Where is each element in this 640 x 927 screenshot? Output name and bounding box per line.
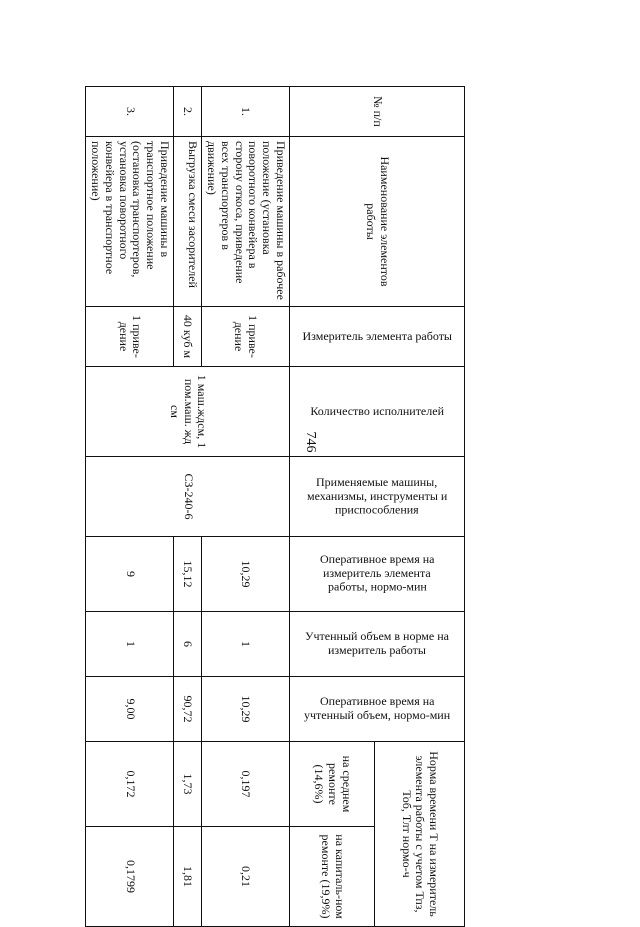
performers-cell: 1 маш.ждсм, 1 пом.маш. жд см: [86, 367, 290, 457]
page-number: 746: [303, 431, 318, 453]
row-norm-medium: 0,172: [86, 742, 174, 827]
header-name: Наименование элементов работы: [290, 137, 465, 307]
row-op-time-volume: 10,29: [202, 677, 290, 742]
table-row: [202, 87, 290, 927]
header-accounted-volume: Учтенный объем в норме на измеритель работы: [290, 612, 465, 677]
row-name: Приведение машины в транспортное положение (остановка транспортеров, установка поворотного конвейера в транспортное положение): [86, 137, 174, 307]
header-performers: Количество исполнителей: [290, 367, 465, 457]
header-row-1: [375, 87, 465, 927]
row-norm-capital: 0,1799: [86, 827, 174, 927]
machines-cell: СЗ-240-6: [86, 457, 290, 537]
row-num: 2.: [174, 87, 202, 137]
row-norm-capital: 1,81: [174, 827, 202, 927]
row-num: 3.: [86, 87, 174, 137]
row-op-time-volume: 90,72: [174, 677, 202, 742]
row-accounted-volume: 6: [174, 612, 202, 677]
row-op-time: 9: [86, 537, 174, 612]
row-meter: 40 куб м: [174, 307, 202, 367]
row-norm-medium: 0,197: [202, 742, 290, 827]
row-norm-medium: 1,73: [174, 742, 202, 827]
row-num: 1.: [202, 87, 290, 137]
header-norm-capital: на капиталь-ном ремонте (19,9%): [290, 827, 375, 927]
rotated-table-container: [89, 86, 465, 919]
header-op-time-volume: Оперативное время на учтенный объем, нормо-мин: [290, 677, 465, 742]
row-accounted-volume: 1: [86, 612, 174, 677]
header-machines: Применяемые машины, механизмы, инструменты и приспособления: [290, 457, 465, 537]
header-norm-medium: на среднем ремонте (14,6%): [290, 742, 375, 827]
header-op-time: Оперативное время на измеритель элемента работы, нормо-мин: [290, 537, 465, 612]
row-op-time-volume: 9,00: [86, 677, 174, 742]
row-meter: 1 приве-дение: [202, 307, 290, 367]
row-name: Приведение машины в рабочее положение (установка поворотного конвейера в сторону откоса, приведение всех транспортеров в движение): [202, 137, 290, 307]
row-meter: 1 приве-дение: [86, 307, 174, 367]
header-norm-time: Норма времени Т на измеритель элемента работы с учетом Тпз, Тоб, Тлт нормо-ч: [375, 742, 465, 927]
header-num: № п/п: [290, 87, 465, 137]
row-op-time: 15,12: [174, 537, 202, 612]
header-meter: Измеритель элемента работы: [290, 307, 465, 367]
row-name: Выгрузка смеси засорителей: [174, 137, 202, 307]
row-norm-capital: 0,21: [202, 827, 290, 927]
row-op-time: 10,29: [202, 537, 290, 612]
norm-table: [85, 86, 465, 927]
row-accounted-volume: 1: [202, 612, 290, 677]
